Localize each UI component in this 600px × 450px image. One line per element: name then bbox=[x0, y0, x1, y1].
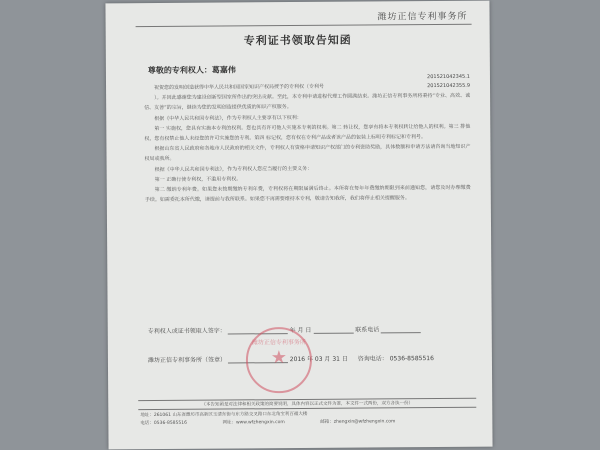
official-seal bbox=[246, 327, 312, 393]
phone-value: 0536-8585516 bbox=[389, 355, 434, 363]
contact-label: 联系电话 bbox=[355, 326, 380, 334]
contact-blank bbox=[381, 332, 421, 333]
footer-address: 地址：261061 山东省潍坊市高新区玉清东街与东方路交叉路口东北角宝利百福大楼 bbox=[140, 411, 308, 419]
signature-date: 年 月 日 bbox=[289, 326, 312, 335]
document-title: 专利证书领取告知函 bbox=[243, 33, 352, 48]
office-sign-label: 潍坊正信专利事务所（签章） bbox=[147, 356, 226, 365]
header-rule bbox=[136, 24, 472, 27]
letter-body bbox=[144, 81, 471, 298]
body-paragraph: 祝贺您的发明创造获得中华人民共和国国家知识产权局授予的专利权（专利号 bbox=[154, 83, 325, 92]
body-paragraph: 根据《中华人民共和国专利法》，作为专利权人您应当履行的主要义务： bbox=[154, 165, 313, 173]
star-icon: ★ bbox=[270, 347, 288, 369]
body-paragraph: 根据山东省人民政府和各地市人民政府的相关文件，专利权人有资格申请知识产权部门的专利资助奖励，具体数额和申请方法请咨询当地知识产权局或我所。 bbox=[144, 144, 471, 163]
body-paragraph: 根据《中华人民共和国专利法》，作为专利权人主要享有以下权利： bbox=[154, 114, 302, 122]
body-paragraph: 第一 实施权，您具有实施本专利的权利。您也具有许可他人实施本专利的权利。第二 转让权，您享有将本专利权转让给他人的权利。第三 排他权，您有权禁止他人未经您的许可实施您的专利。第四 标记权，您有权在专利产品或者该产品的包装上标明专利标记和专利号。 bbox=[144, 123, 471, 143]
date-blank bbox=[313, 333, 353, 334]
office-sign-date: 2016 年 03 月 31 日 bbox=[289, 355, 348, 364]
recipient-signature-line bbox=[148, 324, 472, 335]
seal-text: 潍坊正信专利事务所 bbox=[251, 338, 306, 347]
footer-note: （本告知函是对法律和相关政策的简要说明，具体内容以正式文件为准，本文件一式两份，双方各执一份） bbox=[138, 398, 476, 410]
body-paragraph: ）。并因此感谢您为建设创新型国家所作出的突出贡献。至此，本专利申请进程代理工作圆满结束。潍坊正信专利事务所将秉持“专业、高效、诚信、友善”的宗旨，继续为您的发明创造提供优质的知识产权服务。 bbox=[144, 93, 471, 112]
body-paragraph: 第二 缴纳专利年费。如果您未按期缴纳专利年费，专利权将在期限届满后终止。本所将在每年年费缴纳期限到来前通知您，请您及时办理缴费手续。如需委托本所代缴，请提前与我所联系。如果您不再需要维持本专利，敬请告知我所，我们将停止相关提醒服务。 bbox=[144, 184, 471, 204]
patent-notice-document bbox=[105, 1, 492, 450]
patent-number: 201521042345.1 bbox=[426, 73, 470, 81]
office-header: 潍坊正信专利事务所 bbox=[377, 11, 468, 23]
body-paragraph: 第一 正确行使专利权，不滥用专利权。 bbox=[154, 176, 242, 183]
footer-contact-row bbox=[140, 418, 476, 428]
footer-phone: 电话：0536-8585516 bbox=[140, 420, 188, 427]
patent-number: 201521042355.9 bbox=[427, 82, 471, 90]
footer-contact bbox=[140, 410, 476, 428]
phone-label: 咨询电话： bbox=[357, 355, 388, 363]
footer-email: 邮箱：zhengxin@wfzhengxin.com bbox=[320, 419, 396, 425]
recipient-signature-label: 专利权人或证书领取人签字： bbox=[147, 327, 226, 336]
salutation: 尊敬的专利权人：葛嘉伟 bbox=[147, 65, 236, 76]
footer-website: 网址：www.wfzhengxin.com bbox=[222, 420, 285, 426]
